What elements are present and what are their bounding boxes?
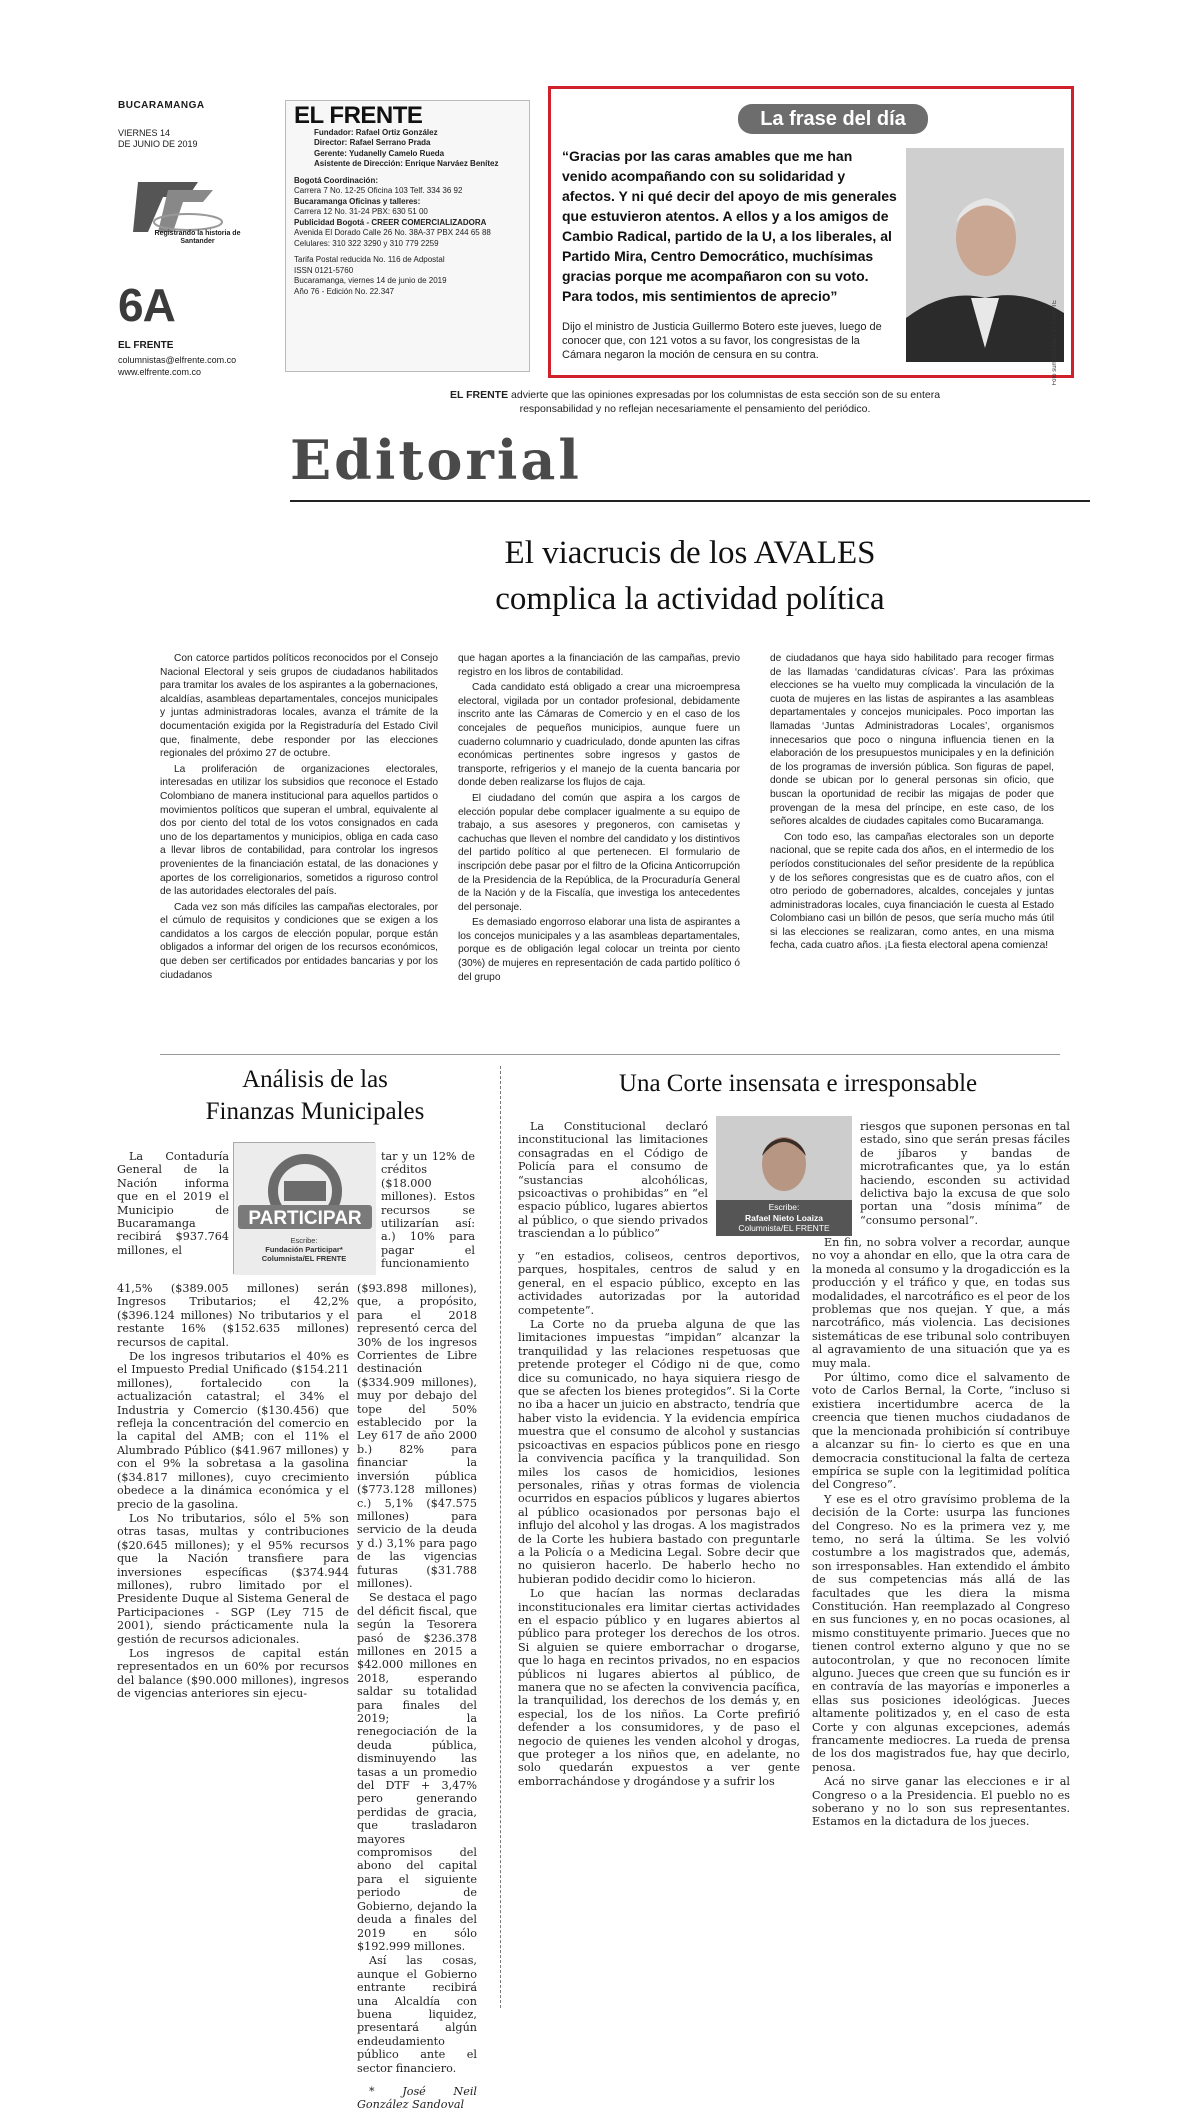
paragraph: En fin, no sobra volver a recordar, aunque no voy a ahondar en ello, que la otra cara de la moneda al consumo y la drogadicción es la producción y el tráfico y que, en todas sus modalidades, el narcotráfico es el peor de los problemas que nos quejan. Y que, a más narcotráfico, más violencia. Las decisiones sistemáticas de ese tribunal solo contribuyen al agravamiento de una situación que ya es muy mala.	[812, 1236, 1070, 1370]
logo-tagline: Registrando la historia de Santander	[154, 230, 241, 245]
corte-column-2-top	[860, 1120, 1070, 1228]
disclaimer-bold: EL FRENTE	[449, 389, 509, 401]
paragraph: La proliferación de organizaciones electorales, interesadas en utilizar los subsidios que reconoce el Estado Colombiano de manera institucional para aquellos partidos o movimientos políticos que superan el umbral, equivalente al dos por ciento del total de los votos consignados en cada uno de los departamentos y municipios, obliga en cada caso a llevar libros de contabilidad, para controlar los ingresos provenientes de la financiación estatal, de las donaciones y aportes de los correligionarios, sometidos a riguroso control de las autoridades electorales del país.	[160, 763, 438, 898]
paragraph: Acá no sirve ganar las elecciones e ir al Congreso o a la Presidencia. El pueblo no es soberano y no lo son sus representantes. Estamos en la dictadura de los jueces.	[812, 1775, 1070, 1829]
paragraph: Así las cosas, aunque el Gobierno entrante recibirá una Alcaldía con buena liquidez, presentará algún endeudamiento público ante el sector financiero.	[357, 1954, 477, 2075]
paragraph: La Contaduría General de la Nación informa que en el 2019 el Municipio de Bucaramanga recibirá $937.764 millones, el	[117, 1150, 229, 1257]
paragraph: El ciudadano del común que aspira a los cargos de elección popular debe complacer igualmente a su equipo de trabajo, a sus asesores y pregoneros, con camisetas y cachuchas que lleven el nombre del candidato y los distintivos del partido político al que pertenecen. El formulario de inscripción debe pasar por el filtro de la Oficina Anticorrupción de la Presidencia de la República, de la Procuraduría General de la Nación y de la Fiscalía, que investiga los antecedentes del personaje.	[458, 792, 740, 913]
corte-headline: Una Corte insensata e irresponsable	[618, 1070, 978, 1097]
caption-line: Fundación Participar*	[265, 1245, 343, 1254]
masthead-title: EL FRENTE	[294, 102, 423, 129]
corte-column-1	[518, 1250, 800, 1789]
email-link[interactable]: columnistas@elfrente.com.co	[118, 355, 237, 365]
disclaimer	[425, 388, 965, 416]
editorial-column-2	[458, 652, 740, 986]
minister-photo	[906, 148, 1064, 362]
masthead-line: Fundador: Rafael Ortiz González	[314, 127, 438, 137]
paragraph: 41,5% ($389.005 millones) serán Ingresos Tributarios; el 42,2% ($396.124 millones) No tributarios y el restante 16% ($152.635 millones) recursos de capital.	[117, 1282, 349, 1349]
section-title: Editorial	[290, 428, 582, 492]
paragraph: Con catorce partidos políticos reconocidos por el Consejo Nacional Electoral y seis grupos de ciudadanos habilitados para tramitar los avales de los aspirantes a la gobernaciones, alcaldías, asambleas departamentales, concejos municipales y juntas administradoras locales, avanza el trámite de la documentación exigida por la Registraduría del Estado Civil que, finalmente, debe responder por las elecciones regionales del próximo 27 de octubre.	[160, 653, 438, 760]
section-divider	[160, 1054, 1060, 1055]
masthead-line: ISSN 0121-5760	[294, 265, 354, 275]
corte-column-1-top	[518, 1120, 708, 1242]
paragraph: Los No tributarios, sólo el 5% son otras tasas, multas y contribuciones ($20.645 millones); y el 95% recursos que la Nación transfiere para inversiones específicas ($374.944 millones), rubro limitado por el Presidente Duque al Sistema General de Participaciones - SGP (Ley 715 de 2001), siendo prácticamente nula la gestión de recursos adicionales.	[117, 1511, 349, 1646]
caption-line: Columnista/EL FRENTE	[738, 1223, 830, 1233]
masthead-line: Gerente: Yudanelly Camelo Rueda	[314, 148, 445, 158]
city-label: BUCARAMANGA	[118, 100, 205, 111]
section-divider	[290, 500, 1090, 502]
paragraph: * José Neil González Sandoval	[357, 2084, 477, 2112]
paragraph: tar y un 12% de créditos ($18.000 millones). Estos recursos se utilizarían así: a.) 10% para pagar el funcionamiento	[381, 1150, 475, 1271]
masthead-line: Carrera 12 No. 31-24 PBX: 630 51 00	[294, 207, 428, 216]
corte-column-2	[812, 1236, 1070, 1830]
caption-line: Escribe:	[290, 1236, 318, 1245]
column-separator	[500, 1066, 501, 2008]
masthead-line: Director: Rafael Serrano Prada	[314, 138, 431, 147]
contact-emails	[118, 354, 236, 378]
masthead-line: Bogotá Coordinación:	[294, 175, 378, 185]
logo-word: PARTICIPAR	[248, 1208, 362, 1229]
headline-line-2: complica la actividad política	[495, 581, 885, 617]
disclaimer-text: advierte que las opiniones expresadas por los columnistas de esta sección son de su entera responsabilidad y no reflejan necesariamente el pensamiento del periódico.	[508, 389, 941, 415]
paragraph: de ciudadanos que haya sido habilitado para recoger firmas de las llamadas ‘candidaturas cívicas’. Para las próximas elecciones se ha vuelto muy complicada la vinculación de la cuota de mujeres en las listas de aspirantes a las asambleas departamentales y concejos municipales. Poco importan las llamadas ‘Juntas Administradoras Locales’, organismos innecesarios que poco o ninguna influencia tienen en la elaboración de los presupuestos municipales y en la definición de los programas de inversión pública. Son figuras de papel, donde se ubican por lo general personas sin oficio, que buscan la oportunidad de recibir las migajas de poder que provengan de la mesa del príncipe, en este caso, de los señores alcaldes de ciudades capitales como Bucaramanga.	[770, 653, 1054, 828]
date-line-2: DE JUNIO DE 2019	[118, 139, 198, 149]
paragraph: Por último, como dice el salvamento de voto de Carlos Bernal, la Corte, “incluso si existiera incertidumbre acerca de la creencia que tienen muchos ciudadanos de que la mencionada prohibición sí contribuye a alcanzar su fin- lo cierto es que en una democracia constitucional la falta de certeza empírica se suple con la legitimidad política del Congreso”.	[812, 1371, 1070, 1492]
masthead-line: Carrera 7 No. 12-25 Oficina 103 Telf. 334 36 92	[294, 186, 463, 195]
masthead-line: Asistente de Dirección: Enrique Narváez Benítez	[314, 159, 499, 168]
paragraph: y “en estadios, coliseos, centros deportivos, parques, hospitales, centros de salud y en general, en el espacio público, excepto en las actividades autorizadas por la autoridad competente”.	[518, 1250, 800, 1317]
author-caption	[716, 1200, 852, 1236]
photo-credit: Foto suministrada / EL FRENTE	[1052, 300, 1058, 386]
masthead-line: Publicidad Bogotá - CREER COMERCIALIZADORA	[294, 217, 487, 227]
editorial-column-1	[160, 652, 438, 984]
masthead-line: Bucaramanga, viernes 14 de junio de 2019	[294, 276, 447, 285]
masthead-line: Bucaramanga Oficinas y talleres:	[294, 196, 421, 206]
paragraph: Y ese es el otro gravísimo problema de la decisión de la Corte: usurpa las funciones del Congreso. No es la primera vez y, me temo, no será la última. Se les volvió costumbre a los magistrados que, además, son irresponsables. Han extendido el ámbito de sus competencias más allá de las facultades que les diera la misma Constitución. Han reemplazado al Congreso en sus funciones y, en no pocas ocasiones, al mismo constituyente primario. Jueces que no tienen control externo alguno y que no se autocontrolan, y que no reconocen límite alguno. Jueces que creen que su función es ir en contravía de las mayorías e imponerles a ellas sus posiciones ideológicas. Jueces altamente politizados y, en el caso de esta Corte y con algunas excepciones, además francamente mediocres. La rueda de prensa de los dos magistrados fue, hay que decirlo, penosa.	[812, 1492, 1070, 1774]
quote-caption: Dijo el ministro de Justicia Guillermo Botero este jueves, luego de conocer que, con 121 votos a su favor, los congresistas de la Cámara negaron la moción de censura en su contra.	[562, 321, 882, 361]
date-line-1: VIERNES 14	[118, 128, 171, 138]
issue-date	[118, 128, 218, 150]
quote-tag: La frase del día	[738, 104, 928, 134]
paragraph: Lo que hacían las normas declaradas inconstitucionales era limitar ciertas actividades en el espacio público y en lugares abiertos al público para proteger los derechos de los otros. Si alguien se quiere emborrachar o drogarse, que lo haga en recintos privados, no en espacios públicos ni lugares abiertos al público, de manera que no se afecten la convivencia pacífica, la tranquilidad, los derechos de los demás y, en especial, los de los niños. La Corte prefirió defender a los consumidores, y de paso el negocio de quienes les venden alcohol y drogas, que proteger a los niños que, en adelante, no solo quedarán expuestos a ver gente emborrachándose y drogándose y a sufrir los	[518, 1587, 800, 1788]
editorial-column-3	[770, 652, 1054, 955]
paragraph: que hagan aportes a la financiación de las campañas, previo registro en los libros de contabilidad.	[458, 653, 740, 678]
paragraph: Con todo eso, las campañas electorales son un deporte nacional, que se repite cada dos años, en el intermedio de los períodos constitucionales del señor presidente de la república y de los señores congresistas que es de cuatro años, con el otro periodo de gobernadores, alcaldes, concejales y juntas administradoras locales, cuya financiación le cuesta al Estado Colombiano casi un billón de pesos, que sería mucho más útil si las elecciones se realizaran, como antes, en una misma fecha, cada cuatro años. ¡La fiesta electoral apena comienza!	[770, 831, 1054, 952]
paragraph: De los ingresos tributarios el 40% es el Impuesto Predial Unificado ($154.211 millones), fortalecido con la actualización catastral; el 34% el Industria y Comercio ($130.456) que refleja la concentración del comercio en la capital del AMB; con el 11% el Alumbrado Público ($41.967 millones) y con el 9% la sobretasa a la gasolina ($34.817 millones), cuyo crecimiento obedece a la dinámica económica y el precio de la gasolina.	[117, 1350, 349, 1511]
caption-line: Rafael Nieto Loaiza	[745, 1212, 823, 1223]
masthead-line: Año 76 - Edición No. 22.347	[294, 286, 395, 296]
masthead-line: Tarifa Postal reducida No. 116 de Adpostal	[294, 255, 445, 264]
masthead-line: Avenida El Dorado Calle 26 No. 38A-37 PBX 244 65 88	[294, 228, 491, 237]
paragraph: La Corte no da prueba alguna de que las limitaciones impuestas “impidan” alcanzar la tranquilidad y las relaciones respetuosas que pretende proteger el Código ni de que, como dice su comunicado, no haya siquiera riesgo de que se afecten los bienes protegidos”. Si la Corte no iba a hacer un juicio en abstracto, tendría que haber visto la evidencia. Y la evidencia empírica muestra que el consumo de alcohol y sustancias psicoactivas en espacios públicos pone en riesgo la convivencia pacífica y la tranquilidad. Son miles los casos de homicidios, lesiones personales, riñas y otras formas de violencia ocurridos en espacios públicos y lugares abiertos al público ocasionados por personas bajo el influjo del alcohol y las drogas. A los magistrados de la Corte les hubiera bastado con preguntarle a la Policía o a Medicina Legal. Sobre decir que no quisieron hacerlo. De haberlo hecho no hubieran podido decidir como lo hicieron.	[518, 1318, 800, 1586]
paragraph: ($93.898 millones), que, a propósito, para el 2018 representó cerca del 30% de los ingresos Corrientes de Libre destinación ($334.909 millones), muy por debajo del tope del 50% establecido por la Ley 617 de año 2000 b.) 82% para financiar la inversión pública ($773.128 millones) c.) 5,1% ($47.575 millones) para servicio de la deuda y d.) 3,1% para pago de las vigencias futuras ($31.788 millones).	[357, 1282, 477, 1590]
author-caption	[233, 1236, 375, 1263]
paper-name: EL FRENTE	[118, 340, 174, 351]
caption-line: Columnista/EL FRENTE	[261, 1254, 347, 1263]
paragraph: riesgos que suponen personas en tal estado, sino que serán presas fáciles de jíbaros y bandas de microtraficantes que, ya lo están haciendo, esconden su actividad delictiva bajo la excusa de que solo portan una “dosis mínima” de “consumo personal”.	[860, 1120, 1070, 1227]
masthead-lines	[294, 128, 521, 298]
quote-text: “Gracias por las caras amables que me han venido acompañando con su solidaridad y afectos. Y ni qué decir del apoyo de mis generales que estuvieron atentos. A ellos y a los amigos de Cambio Radical, partido de la U, a los liberales, al Partido Mira, Centro Democrático, muchísimas gracias porque me acompañaron con su voto. Para todos, mis sentimientos de aprecio”	[562, 148, 897, 304]
headline-line-1: Análisis de las	[242, 1066, 388, 1093]
masthead-box	[285, 100, 530, 372]
paragraph: Los ingresos de capital están representados en un 60% por recursos del balance ($90.000 millones), ingresos de vigencias anteriores sin ejecu-	[117, 1646, 349, 1701]
website-link[interactable]: www.elfrente.com.co	[118, 367, 202, 377]
analisis-column-1	[117, 1282, 349, 1702]
analisis-column-1-top	[117, 1150, 229, 1258]
headline-line-2: Finanzas Municipales	[205, 1098, 425, 1125]
analisis-column-2	[357, 1282, 477, 2113]
editorial-headline	[290, 530, 1090, 622]
paragraph: Cada candidato está obligado a crear una microempresa electoral, vigilada por un contador profesional, debidamente inscrito ante las Cámaras de Comercio y en el caso de los concejales de pequeños municipios, aunque fuere un cuaderno columnario y cuadriculado, donde apunten las cifras económicas pertinentes sobre ingresos y gastos de transporte, refrigerios y el manejo de la cuenta bancaria por donde deben realizarse los flujos de caja.	[458, 682, 740, 789]
page-number: 6A	[118, 279, 175, 331]
headline-line-1: El viacrucis de los AVALES	[504, 535, 876, 571]
paragraph: Es demasiado engorroso elaborar una lista de aspirantes a los concejos municipales y a las asambleas departamentales, porque es de obligación legal colocar un treinta por ciento (30%) de mujeres en representación de cada partido político ó del grupo	[458, 917, 740, 983]
paragraph: Se destaca el pago del déficit fiscal, que según la Tesorera pasó de $236.378 millones en 2015 a $42.000 millones en 2018, esperando saldar su totalidad para finales del 2019; la renegociación de la deuda pública, disminuyendo las tasas a un promedio del DTF + 3,47% pero generando perdidas de gracia, que trasladaron mayores compromisos del abono del capital para el siguiente periodo de Gobierno, dejando la deuda a finales del 2019 en sólo $192.999 millones.	[357, 1591, 477, 1953]
paragraph: Cada vez son más difíciles las campañas electorales, por el cúmulo de requisitos y condiciones que se exigen a los candidatos a los cargos de elección popular, porque están obligados a informar del origen de los recursos económicos, que deben ser certificados por entidades bancarias y por los ciudadanos	[160, 901, 438, 981]
paragraph: La Constitucional declaró inconstitucional las limitaciones consagradas en el Código de Policía para el consumo de “sustancias alcohólicas, psicoactivas o prohibidas” en “el espacio público, lugares abiertos al público, o que siendo privados trasciendan a lo público”	[518, 1120, 708, 1241]
masthead-line: Celulares: 310 322 3290 y 310 779 2259	[294, 238, 439, 248]
analisis-column-2-top	[381, 1150, 475, 1272]
analisis-headline	[160, 1064, 470, 1128]
caption-line: Escribe:	[768, 1202, 800, 1212]
